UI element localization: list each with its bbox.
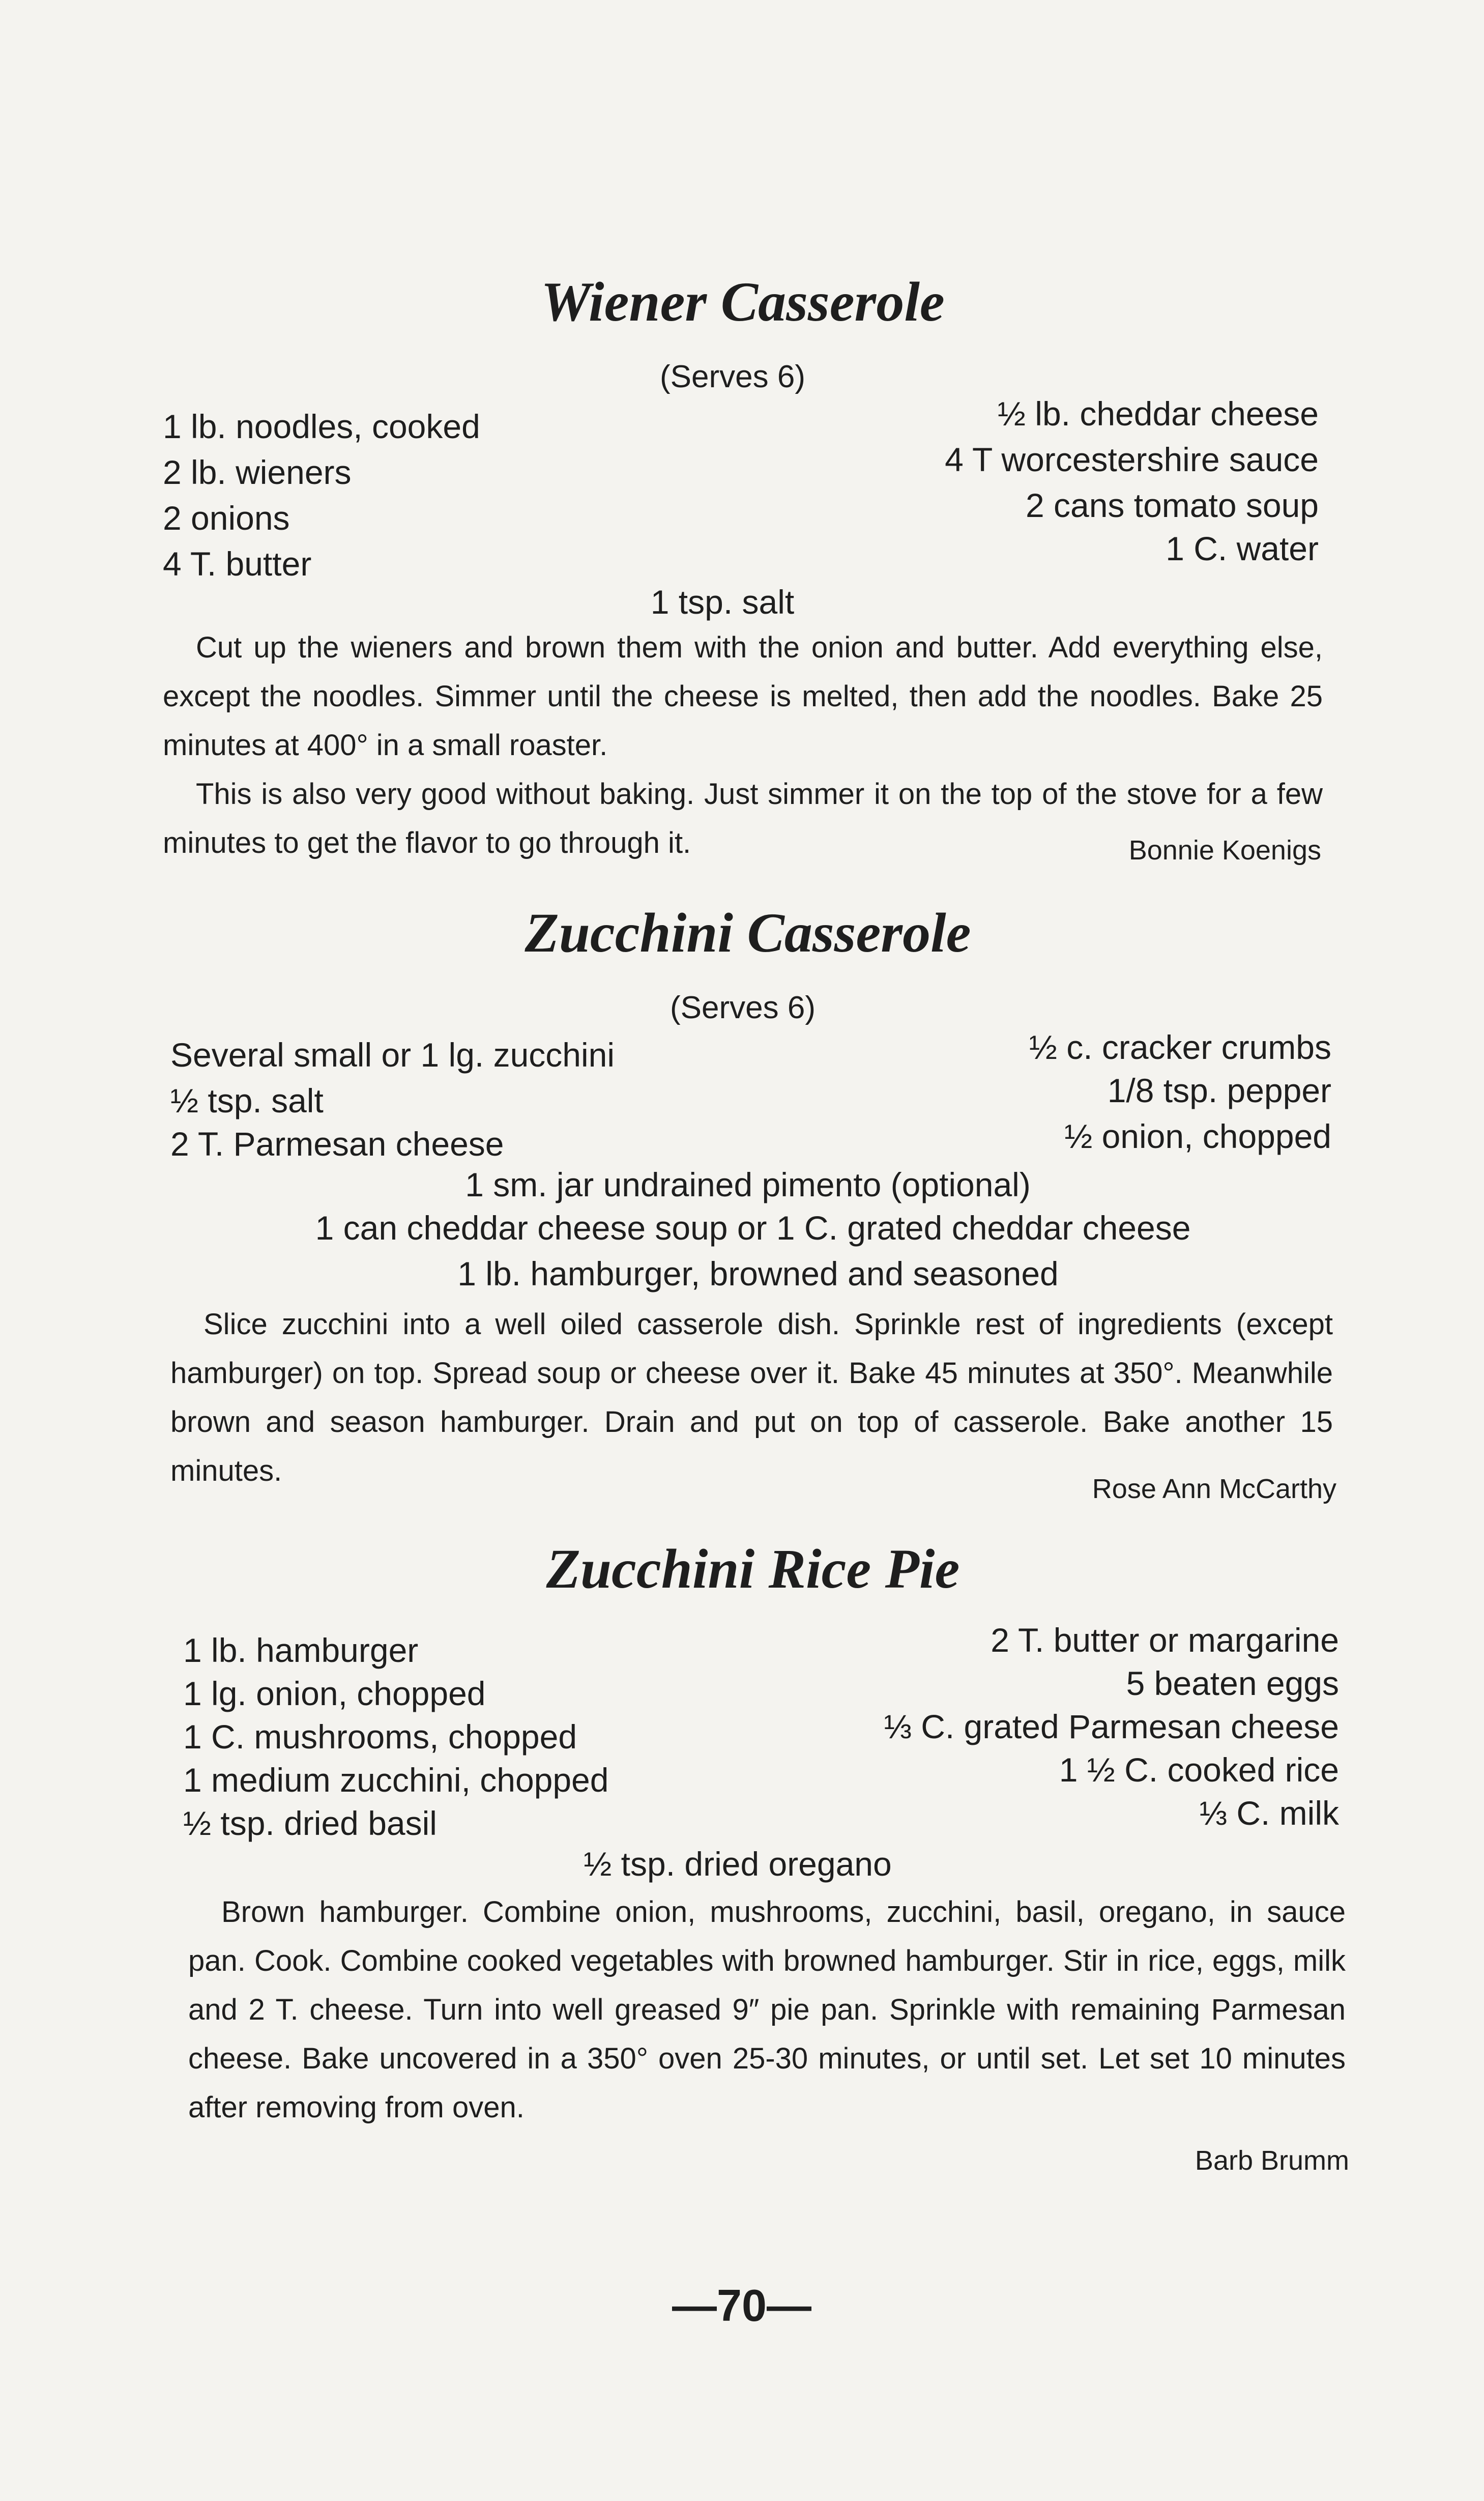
ingredient: 2 lb. wieners	[163, 453, 352, 491]
directions-paragraph: Brown hamburger. Combine onion, mushrooms, zucchini, basil, oregano, in sauce pan. Cook. Combine cooked vegetables with browned hamburger. Stir in rice, eggs, milk and 2 T. cheese. Turn into well greased 9″ pie pan. Sprinkle with remaining Parmesan cheese. Bake uncovered in a 350° oven 25-30 minutes, or until set. Let set 10 minutes after removing from oven.	[188, 1895, 1346, 2124]
ingredient: ⅓ C. milk	[1199, 1794, 1339, 1832]
ingredient: Several small or 1 lg. zucchini	[170, 1036, 615, 1074]
ingredient: 1 lg. onion, chopped	[183, 1675, 486, 1712]
ingredient: 1 C. mushrooms, chopped	[183, 1718, 577, 1756]
ingredient: 1 tsp. salt	[650, 583, 795, 621]
page-number: —70—	[672, 2280, 811, 2331]
ingredient: 2 T. Parmesan cheese	[170, 1125, 504, 1163]
ingredient: 1 lb. hamburger	[183, 1631, 419, 1669]
ingredient: 5 beaten eggs	[1126, 1664, 1339, 1702]
ingredient: 1 sm. jar undrained pimento (optional)	[465, 1166, 1031, 1203]
ingredient: 4 T worcestershire sauce	[945, 441, 1319, 478]
ingredient: 1 medium zucchini, chopped	[183, 1761, 609, 1799]
recipe-title: Zucchini Rice Pie	[546, 1538, 960, 1600]
ingredient: 2 cans tomato soup	[1025, 486, 1319, 524]
ingredient: 1/8 tsp. pepper	[1107, 1072, 1331, 1109]
directions	[188, 1888, 1346, 2132]
directions-paragraph: Cut up the wieners and brown them with the onion and butter. Add everything else, except the noodles. Simmer until the cheese is melted, then add the noodles. Bake 25 minutes at 400° in a small roaster.	[163, 631, 1323, 762]
ingredient: 1 ½ C. cooked rice	[1059, 1751, 1339, 1789]
directions	[163, 623, 1323, 868]
ingredient: 1 can cheddar cheese soup or 1 C. grated cheddar cheese	[315, 1209, 1191, 1247]
ingredient: 1 C. water	[1166, 530, 1319, 567]
ingredient: ½ tsp. dried oregano	[584, 1845, 892, 1883]
directions	[170, 1300, 1333, 1496]
recipe-credit: Bonnie Koenigs	[1128, 835, 1321, 866]
ingredient: 2 onions	[163, 499, 290, 537]
recipe-title: Wiener Casserole	[541, 271, 945, 333]
recipe-credit: Barb Brumm	[1195, 2145, 1349, 2176]
directions-paragraph: This is also very good without baking. Just simmer it on the top of the stove for a few minutes to get the flavor to go through it.	[163, 778, 1323, 859]
ingredient: ½ tsp. salt	[170, 1082, 324, 1119]
ingredient: 4 T. butter	[163, 545, 312, 583]
serves-label: (Serves 6)	[670, 990, 816, 1025]
directions-paragraph: Slice zucchini into a well oiled casserole dish. Sprinkle rest of ingredients (except hamburger) on top. Spread soup or cheese over it. Bake 45 minutes at 350°. Meanwhile brown and season hamburger. Drain and put on top of casserole. Bake another 15 minutes.	[170, 1308, 1333, 1487]
ingredient: 2 T. butter or margarine	[991, 1621, 1339, 1659]
ingredient: ½ onion, chopped	[1064, 1117, 1331, 1155]
serves-label: (Serves 6)	[660, 359, 805, 394]
recipe-credit: Rose Ann McCarthy	[1092, 1474, 1336, 1504]
ingredient: ⅓ C. grated Parmesan cheese	[883, 1708, 1339, 1745]
ingredient: ½ tsp. dried basil	[183, 1804, 437, 1842]
ingredient: 1 lb. hamburger, browned and seasoned	[457, 1255, 1059, 1292]
ingredient: 1 lb. noodles, cooked	[163, 408, 480, 445]
ingredient: ½ lb. cheddar cheese	[997, 395, 1319, 433]
recipe-title: Zucchini Casserole	[525, 902, 971, 964]
ingredient: ½ c. cracker crumbs	[1029, 1028, 1331, 1066]
